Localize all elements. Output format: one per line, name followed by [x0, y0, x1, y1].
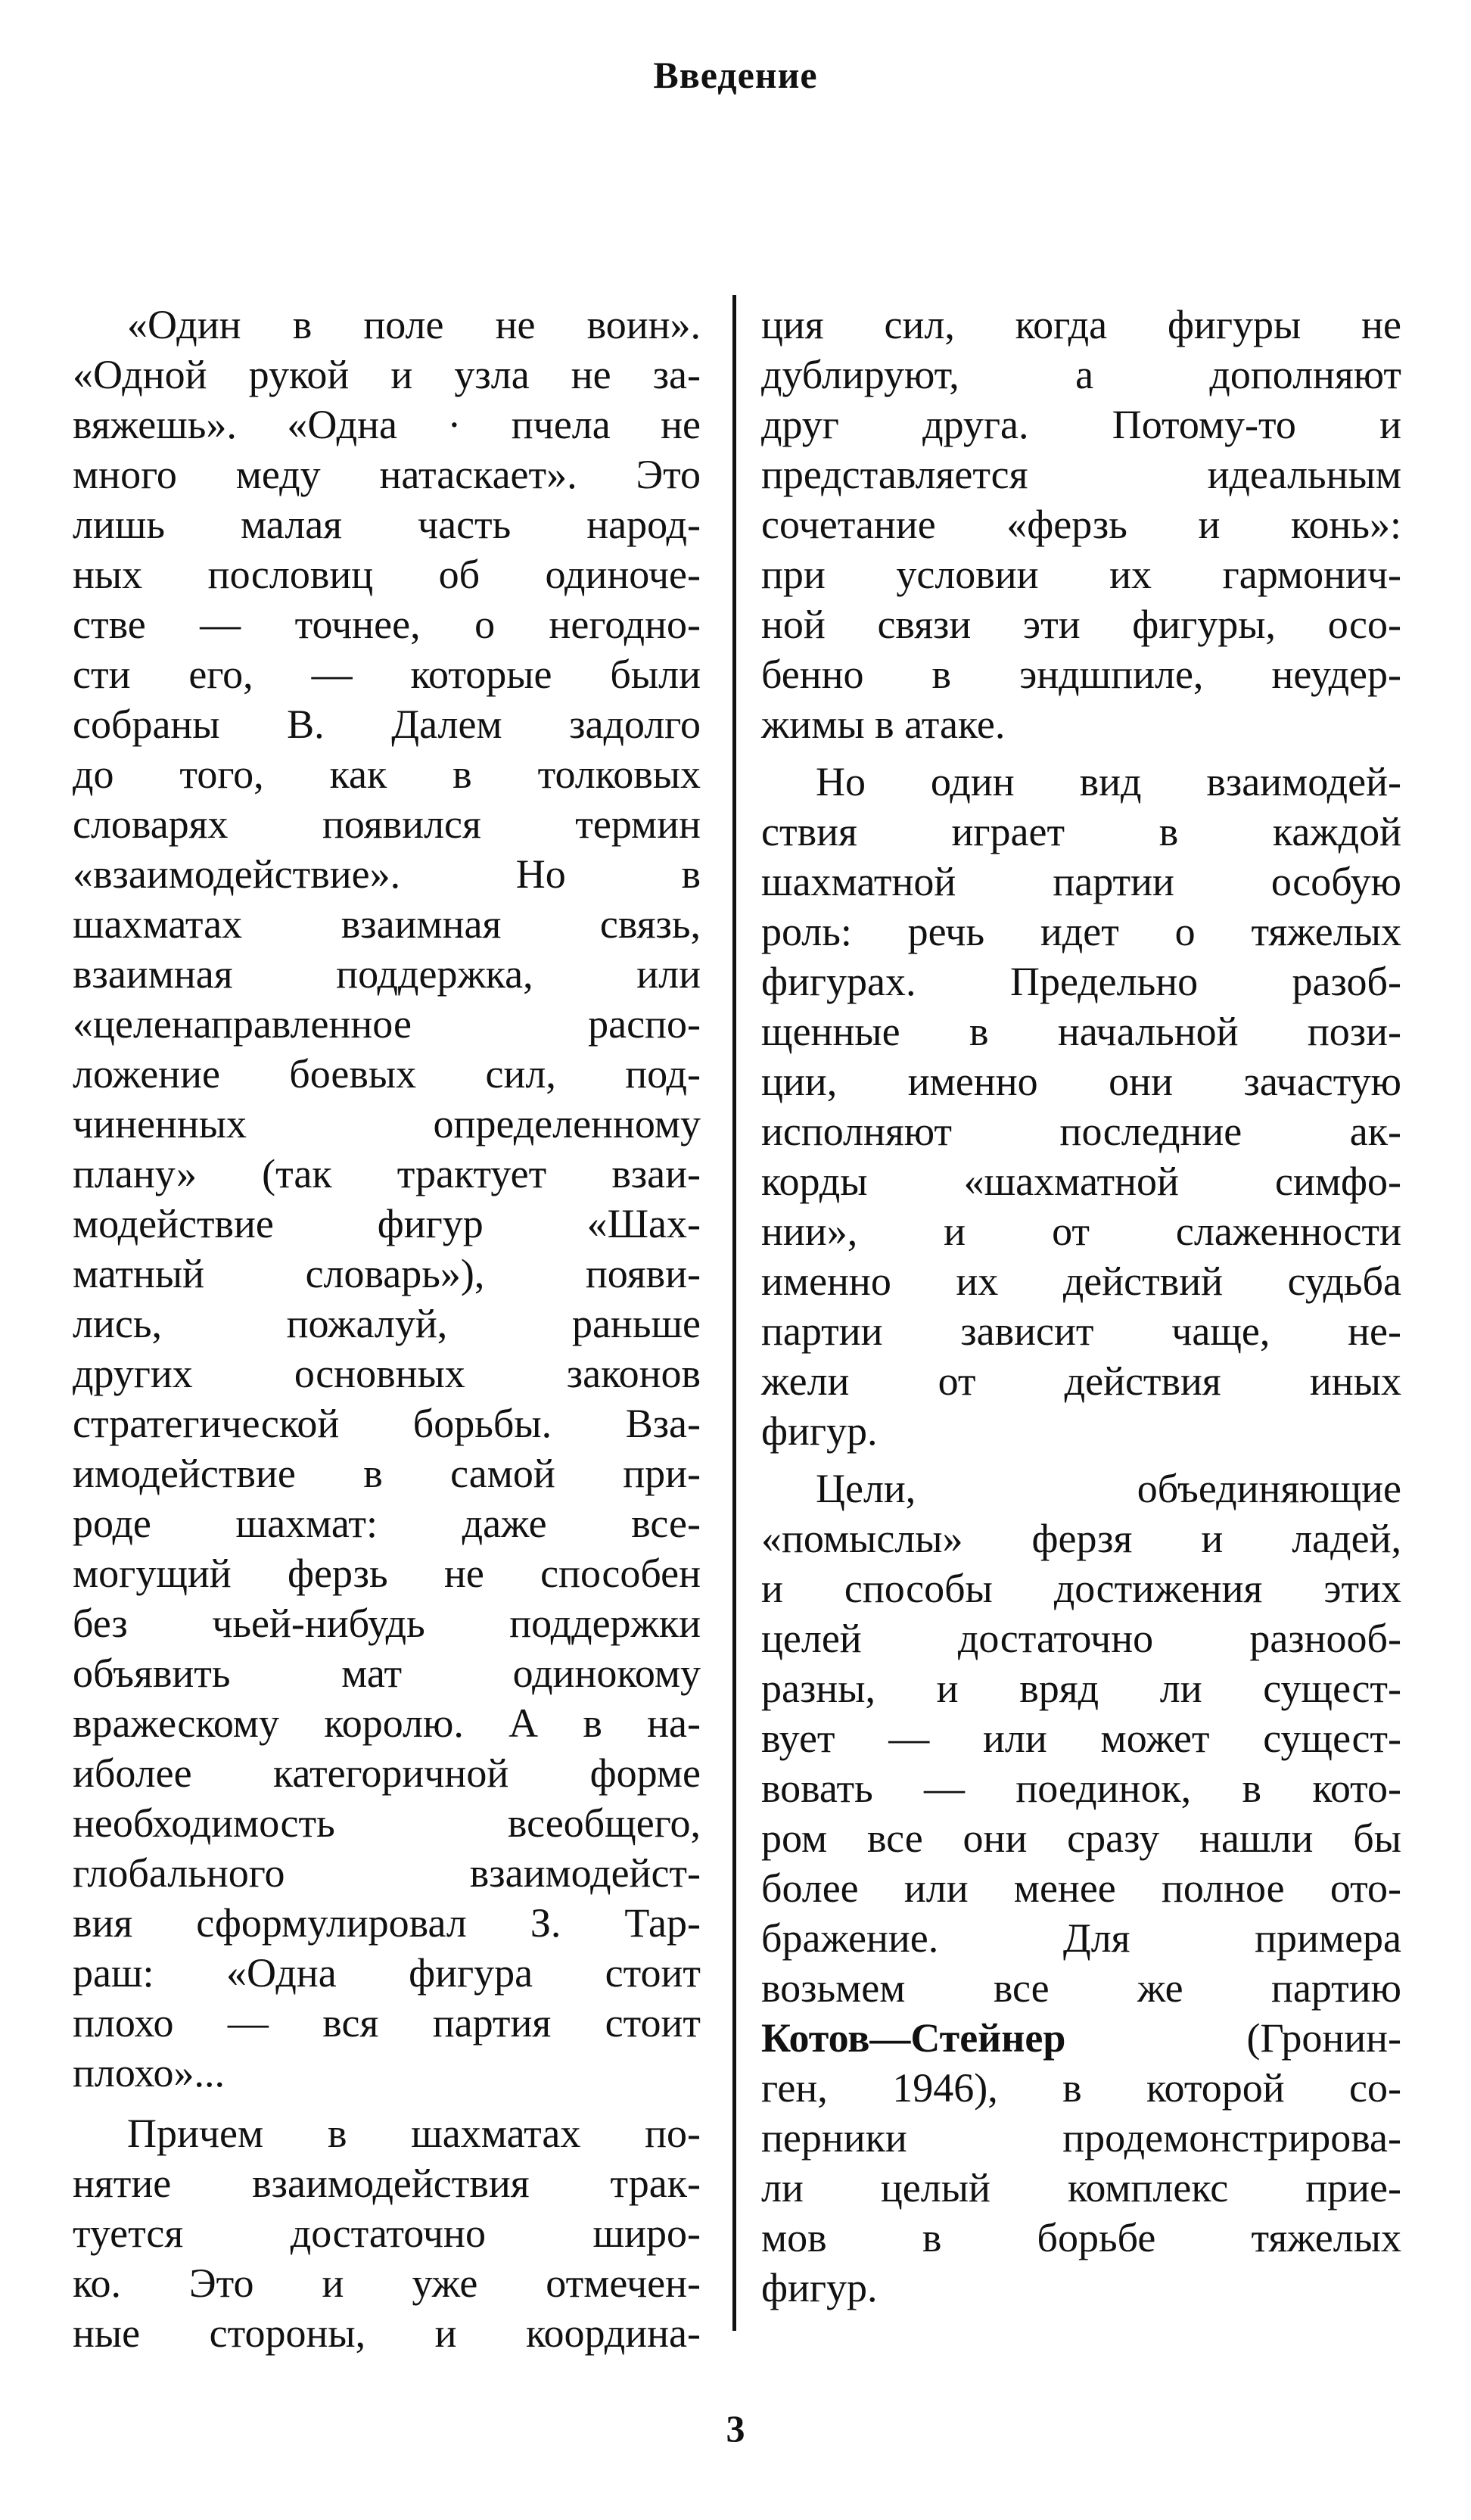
text-line: Но один вид взаимодей-	[816, 759, 1401, 804]
column-divider	[732, 295, 736, 2331]
text-line: «Одной рукой и узла не за-	[73, 352, 701, 397]
text-line: шахматной партии особую	[761, 859, 1401, 904]
text-line: ствия играет в каждой	[761, 809, 1401, 854]
text-line: вражескому королю. А в на-	[73, 1700, 701, 1746]
page-number: 3	[726, 2407, 745, 2450]
text-line: жимы в атаке.	[761, 702, 1006, 747]
text-line: бражение. Для примера	[761, 1915, 1401, 1961]
text-line: взаимная поддержка, или	[73, 951, 701, 997]
text-line: исполняют последние ак-	[761, 1109, 1401, 1154]
text-line: чиненных определенному	[73, 1101, 701, 1146]
text-line: «целенаправленное распо-	[73, 1001, 701, 1047]
text-line: жели от действия иных	[761, 1358, 1401, 1404]
text-line: плохо — вся партия стоит	[73, 2000, 701, 2046]
text-line: шахматах взаимная связь,	[73, 901, 701, 947]
text-line: ции, именно они зачастую	[761, 1059, 1401, 1104]
text-line: возьмем все же партию	[761, 1965, 1401, 2011]
text-line: ложение боевых сил, под-	[73, 1051, 701, 1097]
text-line: объявить мат одинокому	[73, 1650, 701, 1696]
page-title: Введение	[653, 54, 818, 96]
text-line: перники продемонстрирова-	[761, 2115, 1401, 2161]
text-line: ли целый комплекс прие-	[761, 2165, 1401, 2210]
text-line: «помыслы» ферзя и ладей,	[761, 1516, 1401, 1561]
text-line: сти его, — которые были	[73, 652, 701, 697]
right-text-column	[761, 300, 1401, 2313]
text-line: партии зависит чаще, не-	[761, 1308, 1401, 1354]
text-line: матный словарь»), появи-	[73, 1251, 701, 1296]
text-line: мов в борьбе тяжелых	[761, 2215, 1401, 2260]
text-line: ной связи эти фигуры, осо-	[761, 602, 1401, 647]
text-line: собраны В. Далем задолго	[73, 702, 701, 747]
text-line: вовать — поединок, в кото-	[761, 1766, 1401, 1811]
text-line: глобального взаимодейст-	[73, 1850, 701, 1896]
text-line: словарях появился термин	[73, 801, 701, 847]
text-line: могущий ферзь не способен	[73, 1551, 701, 1596]
text-line: имодействие в самой при-	[73, 1451, 701, 1496]
text-line: именно их действий судьба	[761, 1258, 1401, 1304]
text-line: стве — точнее, о негодно-	[73, 602, 701, 647]
text-line: и способы достижения этих	[761, 1566, 1401, 1611]
text-line: вяжешь». «Одна · пчела не	[73, 402, 701, 447]
text-line: бенно в эндшпиле, неудер-	[761, 652, 1401, 697]
text-line: плохо»...	[73, 2050, 225, 2095]
text-line: много меду натаскает». Это	[73, 452, 701, 497]
text-line: раш: «Одна фигура стоит	[73, 1950, 701, 1996]
text-line: более или менее полное ото-	[761, 1865, 1401, 1911]
text-line: без чьей-нибудь поддержки	[73, 1601, 701, 1646]
text-line-with-game	[761, 2013, 1401, 2063]
text-line: ром все они сразу нашли бы	[761, 1815, 1401, 1861]
text-line: корды «шахматной симфо-	[761, 1159, 1401, 1204]
text-line: фигурах. Предельно разоб-	[761, 959, 1401, 1004]
text-line: до того, как в толковых	[73, 751, 701, 797]
text-line: ко. Это и уже отмечен-	[73, 2260, 701, 2306]
text-line: вия сформулировал З. Тар-	[73, 1900, 701, 1946]
text-line: Причем в шахматах по-	[127, 2111, 701, 2156]
text-line: иболее категоричной форме	[73, 1750, 701, 1796]
text-line: «взаимодействие». Но в	[73, 851, 701, 897]
text-line: дублируют, а дополняют	[761, 352, 1401, 397]
text-line: сочетание «ферзь и конь»:	[761, 502, 1401, 547]
text-line: Цели, объединяющие	[816, 1466, 1401, 1511]
text-line: необходимость всеобщего,	[73, 1800, 701, 1846]
text-line: представляется идеальным	[761, 452, 1401, 497]
text-line: туется достаточно широ-	[73, 2210, 701, 2256]
text-line: фигур.	[761, 2265, 878, 2310]
text-line: модействие фигур «Шах-	[73, 1201, 701, 1246]
text-line: при условии их гармонич-	[761, 552, 1401, 597]
text-line: вует — или может сущест-	[761, 1716, 1401, 1761]
text-line: лись, пожалуй, раньше	[73, 1301, 701, 1346]
left-text-column	[73, 300, 701, 2358]
text-fragment: (Гронин-	[1246, 2015, 1401, 2061]
text-line: других основных законов	[73, 1351, 701, 1396]
text-line: разны, и вряд ли сущест-	[761, 1666, 1401, 1711]
text-line: плану» (так трактует взаи-	[73, 1151, 701, 1196]
text-line: фигур.	[761, 1408, 878, 1454]
text-line: роде шахмат: даже все-	[73, 1501, 701, 1546]
text-line: ция сил, когда фигуры не	[761, 302, 1401, 347]
text-line: «Один в поле не воин».	[127, 302, 701, 347]
text-line: ных пословиц об одиноче-	[73, 552, 701, 597]
text-line: роль: речь идет о тяжелых	[761, 909, 1401, 954]
text-line: нятие взаимодействия трак-	[73, 2161, 701, 2206]
text-line: ген, 1946), в которой со-	[761, 2065, 1401, 2111]
text-line: друг друга. Потому-то и	[761, 402, 1401, 447]
game-players-name: Котов—Стейнер	[761, 2015, 1066, 2061]
text-line: стратегической борьбы. Вза-	[73, 1401, 701, 1446]
text-line: нии», и от слаженности	[761, 1209, 1401, 1254]
text-line: целей достаточно разнооб-	[761, 1616, 1401, 1661]
text-line: ные стороны, и координа-	[73, 2310, 701, 2356]
text-line: щенные в начальной пози-	[761, 1009, 1401, 1054]
text-line: лишь малая часть народ-	[73, 502, 701, 547]
